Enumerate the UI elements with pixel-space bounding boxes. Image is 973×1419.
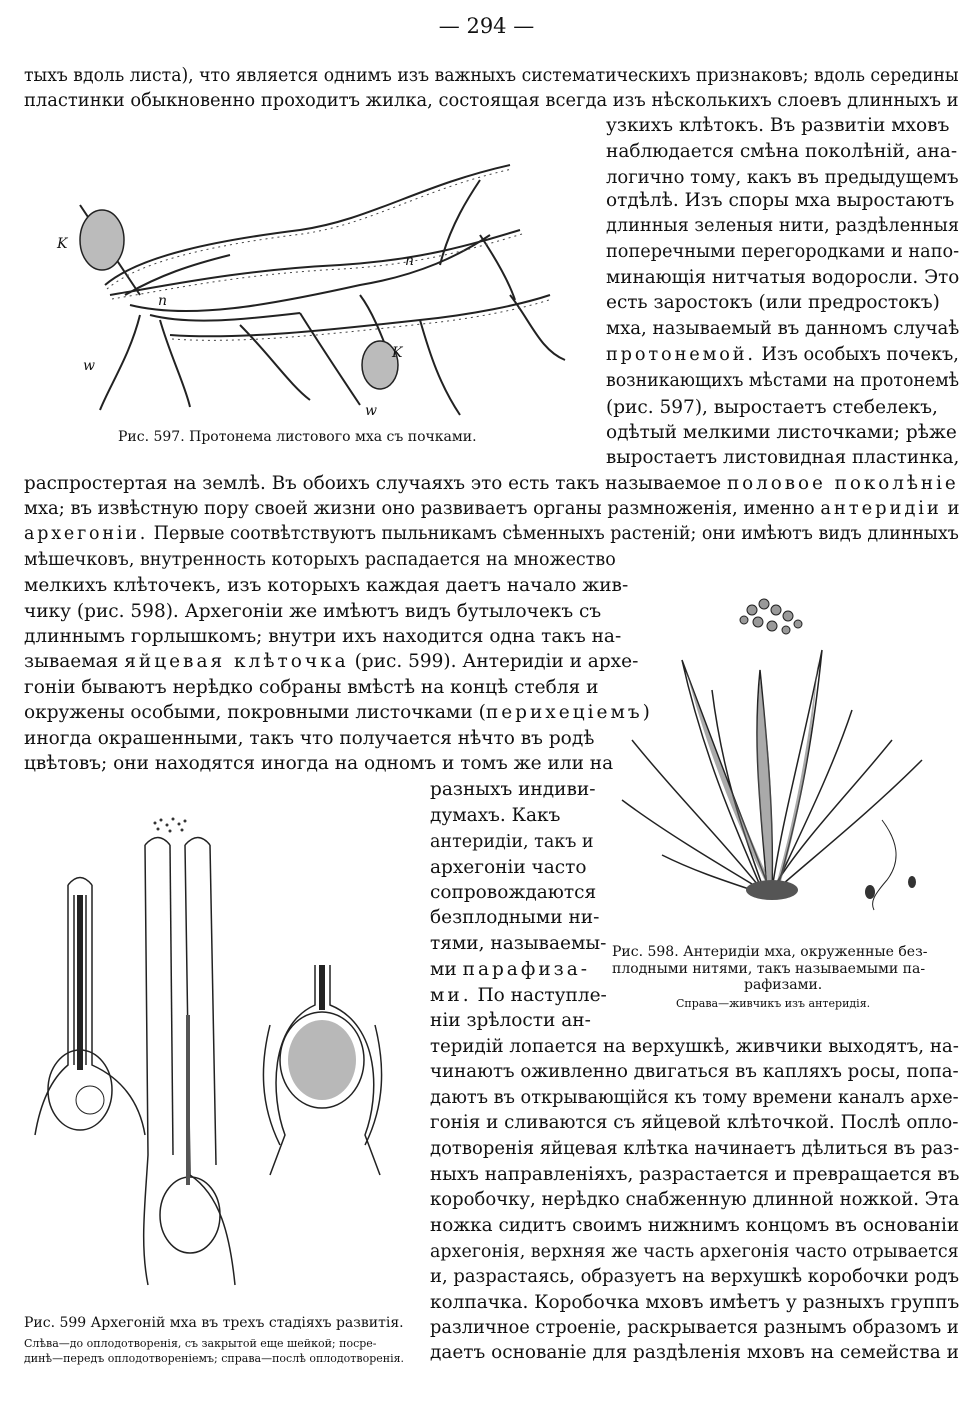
text-fragment: Изъ особыхъ почекъ, (755, 344, 959, 365)
text-fragment: По наступле- (471, 985, 607, 1006)
text-fragment: (рис. 599). Антеридіи и архе- (348, 651, 639, 672)
label-w: w (365, 403, 377, 419)
text-line (24, 701, 650, 725)
text-line: гоніи бываютъ нерѣдко собраны вмѣстѣ на концѣ стебля и (24, 677, 599, 698)
figure-599-subcaption: Слѣва—до оплодотворенія, съ закрытой еще шейкой; посре- (24, 1337, 377, 1350)
text-line: длинныя зеленыя нити, раздѣленныя (606, 215, 960, 236)
text-line (24, 472, 959, 496)
text-line: иногда окрашенными, такъ что получается нѣчто въ родѣ (24, 728, 595, 749)
text-line: ножка сидитъ своимъ нижнимъ концомъ въ основаніи (430, 1215, 960, 1236)
text-line: безплодными ни- (430, 907, 600, 928)
figure-598-caption-line: рафизами. (744, 977, 823, 993)
text-line: коробочку, нерѣдко снабженную длинной ножкой. Эта (430, 1189, 960, 1210)
text-line: тыхъ вдоль листа), что является однимъ изъ важныхъ систематическихъ признаковъ; вдоль середины (24, 65, 959, 86)
page-number: — 294 — (438, 14, 535, 38)
text-line: есть заростокъ (или предростокъ) (606, 292, 940, 313)
text-line: даетъ основаніе для раздѣленія мховъ на семейства и (430, 1342, 959, 1363)
text-line (430, 984, 607, 1008)
text-line: чинаютъ оживленно двигаться въ капляхъ росы, попа- (430, 1061, 959, 1082)
label-k: K (392, 345, 403, 361)
label-n: n (405, 253, 415, 269)
figure-598-antheridia (612, 590, 942, 930)
text-line: отдѣлѣ. Изъ споры мха выростаютъ (606, 190, 955, 211)
text-line: даютъ въ открывающійся къ тому времени каналъ архе- (430, 1087, 959, 1108)
text-line: цвѣтовъ; они находятся иногда на одномъ и томъ же или на (24, 753, 614, 774)
text-line: поперечными перегородками и напо- (606, 241, 960, 262)
text-line: и, разрастаясь, образуетъ на верхушкѣ коробочки родъ (430, 1266, 960, 1287)
figure-599-subcaption: динѣ—передъ оплодотвореніемъ; справа—послѣ оплодотворенія. (24, 1352, 405, 1365)
spaced-term: антеридіи (820, 498, 942, 519)
figure-599-caption: Рис. 599 Архегоній мха въ трехъ стадіяхъ развитія. (24, 1315, 404, 1331)
text-line: логично тому, какъ въ предыдущемъ (606, 167, 959, 188)
spaced-term: протонемой. (606, 344, 756, 365)
text-line: возникающихъ мѣстами на протонемѣ (606, 370, 960, 391)
text-line: тями, называемы- (430, 933, 607, 954)
text-line (24, 650, 638, 674)
label-n: n (158, 293, 168, 309)
text-line (606, 343, 959, 367)
text-line: мха, называемый въ данномъ случаѣ (606, 318, 960, 339)
text-line: архегоніи часто (430, 857, 587, 878)
text-fragment: мха; въ извѣстную пору своей жизни оно развиваетъ органы размноженія, именно (24, 498, 821, 519)
spaced-term: архегоніи. (24, 523, 149, 544)
figure-598-caption-line: Рис. 598. Антеридіи мха, окруженные без- (612, 944, 928, 960)
label-w: w (83, 358, 95, 374)
text-fragment: зываемая (24, 651, 125, 672)
text-line (430, 958, 590, 982)
text-line: ныхъ направленіяхъ, разрастается и превращается въ (430, 1164, 960, 1185)
text-line: мелкихъ клѣточекъ, изъ которыхъ каждая даетъ начало жив- (24, 575, 629, 596)
text-line: минающія нитчатыя водоросли. Это (606, 267, 960, 288)
text-line: одѣтый мелкими листочками; рѣже (606, 422, 957, 443)
text-line: длиннымъ горлышкомъ; внутри ихъ находится одна такъ на- (24, 626, 622, 647)
text-line: ніи зрѣлости ан- (430, 1010, 591, 1031)
text-line: гонія и сливаются съ яйцевой клѣточкой. Послѣ оплo- (430, 1112, 959, 1133)
text-line: антеридіи, такъ и (430, 832, 594, 852)
text-line: различное строеніе, раскрывается разнымъ образомъ и (430, 1317, 959, 1338)
spaced-term: яйцевая клѣточка (124, 651, 349, 672)
text-line: сопровождаются (430, 882, 597, 903)
text-fragment: и (941, 498, 960, 519)
text-line: мѣшечковъ, внутренность которыхъ распадается на множество (24, 550, 616, 570)
text-line: колпачка. Коробочка мховъ имѣетъ у разныхъ группъ (430, 1292, 960, 1313)
text-fragment: окружены особыми, покровными листочками ( (24, 702, 486, 723)
text-line: (рис. 597), выростаетъ стебелекъ, (606, 397, 938, 418)
figure-597-caption: Рис. 597. Протонема листового мха съ почками. (118, 429, 477, 445)
text-line: узкихъ клѣтокъ. Въ развитіи мховъ (606, 115, 950, 136)
label-k: K (57, 236, 68, 252)
text-line: пластинки обыкновенно проходитъ жилка, состоящая всегда изъ нѣсколькихъ слоевъ длинныхъ и (24, 90, 959, 111)
spaced-term: половое поколѣніе (726, 473, 959, 494)
figure-598-subcaption: Справа—живчикъ изъ антеридія. (676, 997, 871, 1010)
text-line (24, 497, 959, 521)
text-fragment: ми (430, 959, 463, 980)
text-line: разныхъ индиви- (430, 779, 596, 800)
text-fragment: ) (642, 702, 650, 723)
text-line: чику (рис. 598). Архегоніи же имѣютъ видъ бутылочекъ съ (24, 601, 602, 622)
figure-599-archegonia (30, 815, 410, 1305)
text-fragment: Первые соотвѣтствуютъ пыльникамъ сѣменныхъ растеній; они имѣютъ видъ длинныхъ (148, 523, 959, 544)
text-line: наблюдается смѣна поколѣній, ана- (606, 141, 958, 162)
figure-597-protonema (40, 145, 600, 425)
text-line (24, 522, 959, 546)
text-line: архегонія, верхняя же часть архегонія часто отрывается (430, 1242, 959, 1262)
spaced-term: перихеціемъ (485, 702, 643, 723)
text-line: теридій лопается на верхушкѣ, живчики выходятъ, на- (430, 1036, 959, 1057)
text-fragment: распростертая на землѣ. Въ обоихъ случаяхъ это есть такъ называемое (24, 473, 727, 494)
text-line: думахъ. Какъ (430, 805, 561, 826)
spaced-term: ми. (430, 985, 472, 1006)
figure-598-caption-line: плодными нитями, такъ называемыми па- (612, 961, 926, 977)
spaced-term: парафиза- (462, 959, 591, 980)
text-line: выростаетъ листовидная пластинка, (606, 447, 960, 468)
text-line: дотворенія яйцевая клѣтка начинаетъ дѣлиться въ раз- (430, 1138, 960, 1159)
